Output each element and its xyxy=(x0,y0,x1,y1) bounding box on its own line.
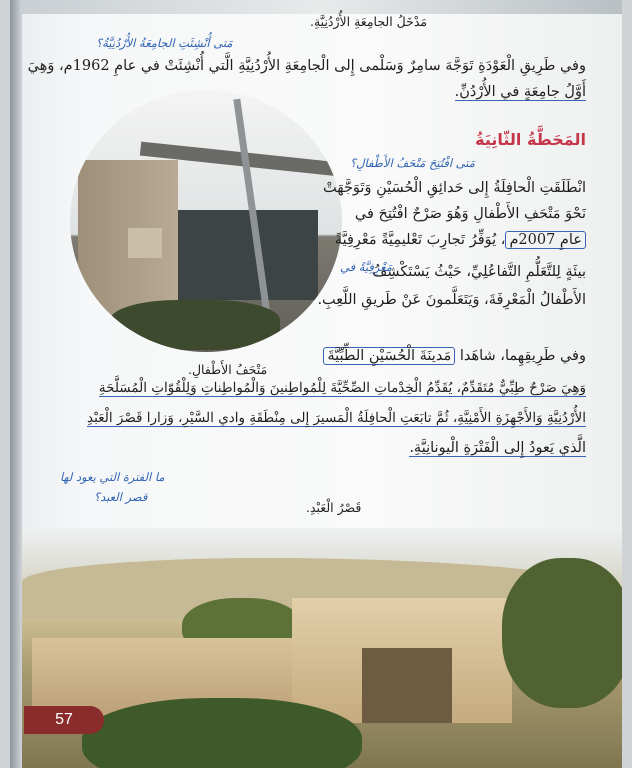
paragraph-3-line-2 xyxy=(99,380,586,396)
paragraph-3-line-4 xyxy=(409,440,586,456)
top-photo-strip xyxy=(22,0,622,14)
underlined-security-and-trip: الأُرْدُنِيَّةِ وَالأَجْهِزَةِ الأَمْنِيَّةِ، ثُمَّ تابَعَتِ الْحافِلَةُ الْمَسيرَ إِلى مِنْطَقَةِ وادي السَّيْرِ، وَزارا قَصْرَ الْعَبْدِ xyxy=(87,410,586,426)
paragraph-2-line-4: بيئَةٍ لِلتَّعَلُّمِ التَّفاعُلِيِّ، حَيْثُ يَسْتَكْشِفُ xyxy=(372,264,586,280)
museum-photo xyxy=(70,90,342,352)
museum-glass-facade xyxy=(178,210,318,300)
paragraph-1-line-2 xyxy=(455,84,586,100)
handwritten-note-palace-1: ما الفترة التي يعود لها xyxy=(60,470,165,484)
museum-shrubs xyxy=(110,300,280,350)
underlined-greek-period: الَّذي يَعودُ إِلى الْفَتْرَةِ الْيونانِيَّةِ. xyxy=(409,440,586,456)
ruins-tree-right xyxy=(502,558,622,708)
handwritten-note-side: مَعْرِفِيَّةً في xyxy=(340,260,392,274)
handwritten-note-palace-2: قصر العبد؟ xyxy=(94,490,148,504)
qasr-al-abd-photo xyxy=(22,528,622,768)
paragraph-3-line-1 xyxy=(323,348,586,364)
page-number: 57 xyxy=(24,706,104,734)
university-caption: مَدْخَلُ الجامِعَةِ الأُرْدُنِيَّةِ. xyxy=(310,14,428,29)
paragraph-2-line-3 xyxy=(335,232,586,248)
handwritten-note-museum: مَتى افْتُتِحَ مَتْحَفُ الأَطْفالِ؟ xyxy=(350,156,475,170)
paragraph-3-line-1-text: وفي طَرِيقِهِما، شاهَدا xyxy=(459,348,586,364)
palace-caption: قَصْرُ الْعَبْدِ. xyxy=(306,500,362,515)
museum-caption: مَتْحَفُ الأَطْفالِ. xyxy=(188,362,268,377)
paragraph-2-line-3-rest: ، يُوَفِّرُ تَجارِبَ تَعْليمِيَّةً مَعْرِفِيَّةً xyxy=(334,232,506,248)
book-spine xyxy=(10,0,22,768)
paragraph-2-line-2: نَحْوَ مَتْحَفِ الأَطْفالِ وَهُوَ صَرْحٌ افْتُتِحَ في xyxy=(354,206,586,222)
boxed-medical-city: مَدينَةَ الْحُسَيْنِ الطِّبِّيَّةَ xyxy=(323,347,455,365)
museum-sign xyxy=(128,228,162,258)
underlined-phrase: أَوَّلُ جامِعَةٍ في الأُرْدُنِّ. xyxy=(454,84,586,100)
paragraph-2-line-5: الأَطْفالُ الْمَعْرِفَةَ، وَيَتَعَلَّمونَ عَنْ طَريقِ اللَّعِبِ. xyxy=(317,292,586,308)
paragraph-3-line-3 xyxy=(87,410,586,426)
boxed-year: عامِ 2007م xyxy=(505,231,586,249)
textbook-page xyxy=(10,0,622,768)
ruins-doorways xyxy=(362,648,452,723)
handwritten-note-university: مَتى أُنْشِئَتِ الجامِعَةُ الأُرْدُنِيَّةُ؟ xyxy=(96,36,233,50)
section-title: المَحَطَّةُ الثّانِيَةُ xyxy=(475,130,586,149)
underlined-medical-services: وَهِيَ صَرْحٌ طِبِّيٌّ مُتَقَدِّمٌ، يُقَدِّمُ الْخِدْماتِ الصِّحِّيَّةَ لِلْمُواطِنينَ وَالْمُواطِناتِ وَلِلْقُوّاتِ الْمُسَلَّحَةِ xyxy=(98,380,586,396)
paragraph-1-line-1: وفي طَرِيقِ الْعَوْدَةِ تَوَجَّهَ سامِرٌ وَسَلْمى إِلى الْجامِعَةِ الأُرْدُنِيَّةِ الَّتي أُنْشِئَتْ في عامِ 1962م، وَهِيَ xyxy=(27,58,586,74)
paragraph-2-line-1: انْطَلَقَتِ الْحافِلَةُ إِلى حَدائِقِ الْحُسَيْنِ وَتَوَجَّهَتْ xyxy=(323,180,586,196)
ruins-tree-foreground xyxy=(82,698,362,768)
